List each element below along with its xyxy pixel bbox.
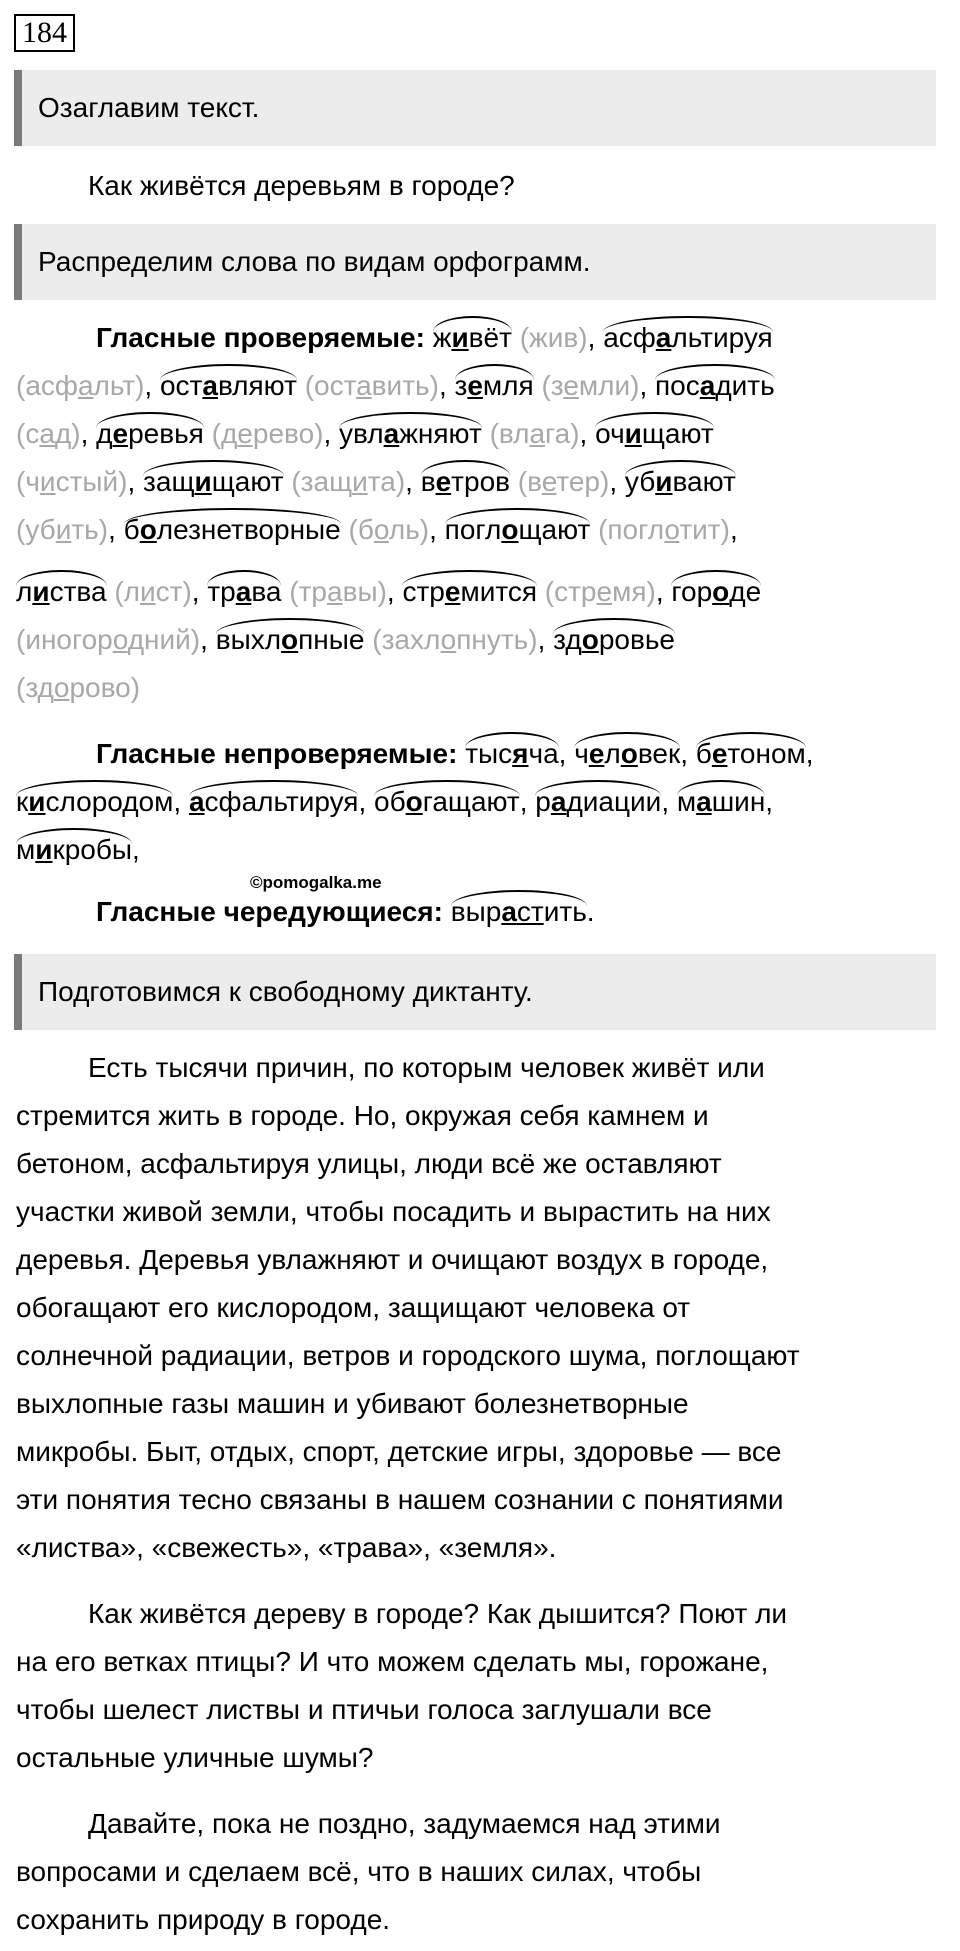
checked-vowels-line-4: (чистый), защищают (защита), ветров (ветер), убивают	[16, 466, 736, 497]
dictation-line: эти понятия тесно связаны в нашем сознании с понятиями	[16, 1484, 784, 1515]
section-heading-spelling: Распределим слова по видам орфограмм.	[14, 224, 936, 300]
checked-vowels-line-3: (сад), деревья (дерево), увлажняют (влага), очищают	[16, 418, 714, 449]
section-heading-title: Озаглавим текст.	[14, 70, 936, 146]
checked-vowels-label: Гласные проверяемые:	[96, 322, 425, 353]
checked-vowels-line-2: (асфальт), оставляют (оставить), земля (земли), посадить	[16, 370, 775, 401]
task-number: 184	[14, 14, 75, 52]
unchecked-vowels-line-2: кислородом, асфальтируя, обогащают, радиации, машин,	[16, 786, 774, 817]
unchecked-vowels-line-3: микробы,	[16, 834, 140, 865]
checked-vowels-line-8: (здорово)	[16, 672, 141, 703]
dictation-line: Есть тысячи причин, по которым человек живёт или	[88, 1052, 765, 1083]
unchecked-vowels-label: Гласные непроверяемые:	[96, 738, 458, 769]
dictation-line: Давайте, пока не поздно, задумаемся над этими	[88, 1808, 721, 1839]
dictation-line: чтобы шелест листвы и птичьи голоса заглушали все	[16, 1694, 712, 1725]
checked-vowels-line-7: (иногородний), выхлопные (захлопнуть), здоровье	[16, 624, 676, 655]
dictation-line: бетоном, асфальтируя улицы, люди всё же оставляют	[16, 1148, 722, 1179]
dictation-line: выхлопные газы машин и убивают болезнетворные	[16, 1388, 689, 1419]
dictation-line: обогащают его кислородом, защищают человека от	[16, 1292, 691, 1323]
dictation-line: участки живой земли, чтобы посадить и вырастить на них	[16, 1196, 771, 1227]
alternating-vowels-label: Гласные чередующиеся:	[96, 896, 443, 927]
section-heading-dictation: Подготовимся к свободному диктанту.	[14, 954, 936, 1030]
dictation-line: вопросами и сделаем всё, что в наших силах, чтобы	[16, 1856, 702, 1887]
dictation-line: остальные уличные шумы?	[16, 1742, 374, 1773]
dictation-line: «листва», «свежесть», «трава», «земля».	[16, 1532, 557, 1563]
checked-vowels-line-6: листва (лист), трава (травы), стремится (стремя), городе	[16, 576, 762, 607]
unchecked-vowels-line-1: Гласные непроверяемые: тысяча, человек, бетоном,	[96, 738, 814, 769]
checked-vowels-line-5: (убить), болезнетворные (боль), поглощают (поглотит),	[16, 514, 738, 545]
watermark: ©pomogalka.me	[250, 873, 382, 892]
dictation-line: микробы. Быт, отдых, спорт, детские игры, здоровье — все	[16, 1436, 782, 1467]
dictation-line: солнечной радиации, ветров и городского шума, поглощают	[16, 1340, 800, 1371]
alternating-vowels-line: Гласные чередующиеся: вырастить.	[96, 896, 595, 927]
dictation-line: стремится жить в городе. Но, окружая себя камнем и	[16, 1100, 709, 1131]
dictation-line: сохранить природу в городе.	[16, 1904, 391, 1935]
checked-vowels-line-1: Гласные проверяемые: живёт (жив), асфальтируя	[96, 322, 773, 353]
title-answer: Как живётся деревьям в городе?	[88, 170, 515, 201]
dictation-line: Как живётся дереву в городе? Как дышится? Поют ли	[88, 1598, 788, 1629]
dictation-line: на его ветках птицы? И что можем сделать мы, горожане,	[16, 1646, 769, 1677]
dictation-line: деревья. Деревья увлажняют и очищают воздух в городе,	[16, 1244, 769, 1275]
